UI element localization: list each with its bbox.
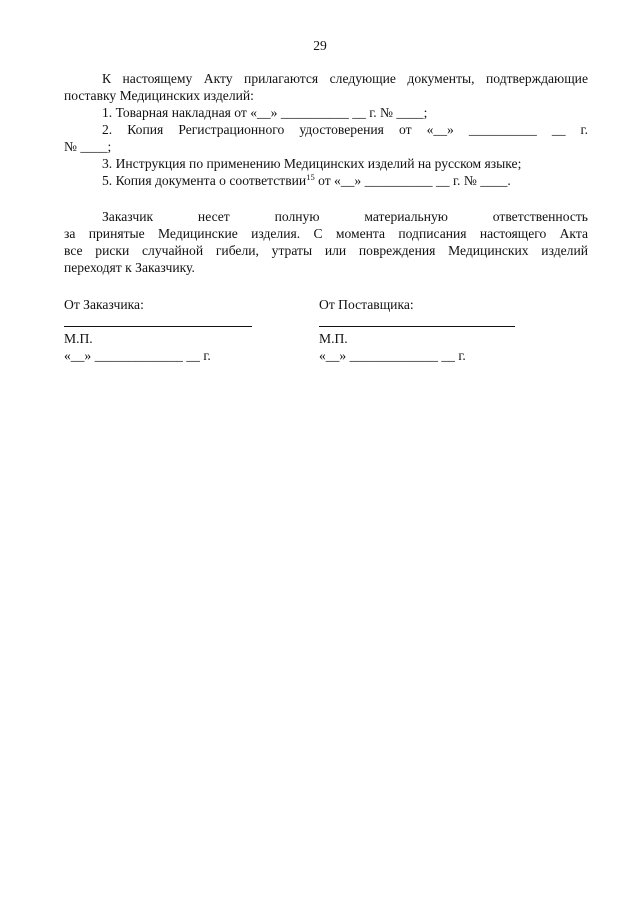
supplier-date: «__» _____________ __ г. [319,348,466,363]
customer-signature-line [64,326,252,327]
customer-stamp: М.П. [64,331,93,346]
intro-line-2: поставку Медицинских изделий: [64,88,254,103]
supplier-label: От Поставщика: [319,297,414,312]
supplier-signature-block [319,296,559,364]
responsibility-line-4: переходят к Заказчику. [64,260,195,275]
attachment-item-5-text: 5. Копия документа о соответствии [102,173,307,188]
attachment-item-5-date: от «__» __________ __ г. № ____. [314,173,511,188]
attachments-section [64,70,588,189]
customer-date: «__» _____________ __ г. [64,348,211,363]
intro-line-1: К настоящему Акту прилагаются следующие документы, подтверждающие [102,71,588,86]
attachment-item-1: 1. Товарная накладная от «__» __________ __ г. № ____; [102,105,428,120]
responsibility-section [64,208,588,276]
responsibility-line-3: все риски случайной гибели, утраты или повреждения Медицинских изделий [64,243,588,258]
supplier-signature-line [319,326,515,327]
attachment-item-3: 3. Инструкция по применению Медицинских изделий на русском языке; [102,156,522,171]
attachment-item-2: 2. Копия Регистрационного удостоверения от «__» __________ __ г. [102,122,588,137]
customer-signature-block [64,296,304,364]
attachment-item-5 [64,172,588,189]
attachment-item-2-continuation: № ____; [64,139,112,154]
responsibility-line-1: Заказчик несет полную материальную ответственность [102,209,588,224]
supplier-stamp: М.П. [319,331,348,346]
customer-label: От Заказчика: [64,297,144,312]
responsibility-line-2: за принятые Медицинские изделия. С момента подписания настоящего Акта [64,226,588,241]
footnote-marker: 15 [306,172,315,182]
page-number: 29 [313,38,327,53]
